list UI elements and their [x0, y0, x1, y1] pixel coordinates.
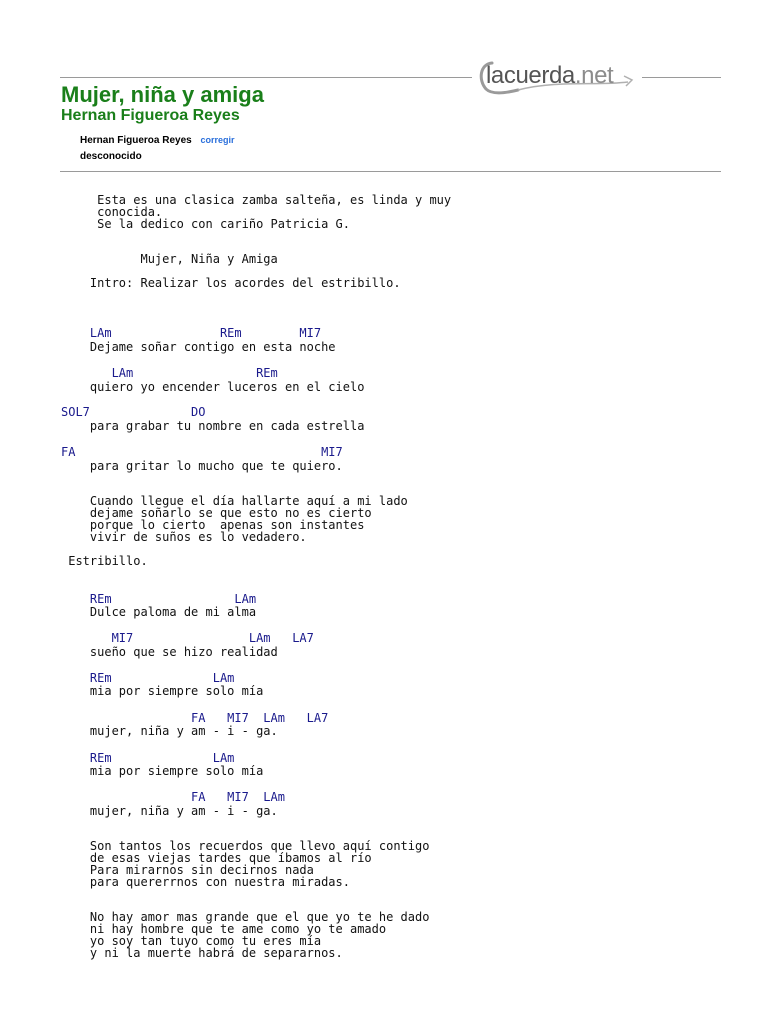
- sheet-line: conocida.: [61, 205, 163, 219]
- content-divider: [60, 171, 721, 172]
- chord-line: LAm REm MI7: [61, 326, 322, 340]
- lyric-line: de esas viejas tardes que íbamos al río: [61, 851, 372, 865]
- chord-line: REm LAm: [61, 751, 235, 765]
- lyric-line: vivir de suños es lo vedadero.: [61, 530, 307, 544]
- header-rule-right: [642, 77, 721, 78]
- lyric-line: ni hay hombre que te ame como yo te amado: [61, 922, 387, 936]
- lyric-line: quiero yo encender luceros en el cielo: [61, 380, 365, 394]
- chord-line: MI7 LAm LA7: [61, 631, 314, 645]
- song-title: Mujer, niña y amiga: [61, 82, 264, 107]
- chord-line: SOL7 DO: [61, 405, 206, 419]
- logo-tld: .net: [574, 62, 614, 89]
- lyric-line: yo soy tan tuyo como tu eres mía: [61, 934, 322, 948]
- lyric-line: Son tantos los recuerdos que llevo aquí contigo: [61, 839, 430, 853]
- logo-wordmark: [478, 62, 613, 90]
- correct-link[interactable]: corregir: [200, 135, 235, 145]
- sheet-line: Mujer, Niña y Amiga: [61, 252, 278, 266]
- sheet-line: Se la dedico con cariño Patricia G.: [61, 217, 350, 231]
- song-artist[interactable]: Hernan Figueroa Reyes: [61, 107, 240, 124]
- author-line: [80, 135, 235, 146]
- chord-line: LAm REm: [61, 366, 278, 380]
- author-name: Hernan Figueroa Reyes: [80, 135, 192, 146]
- lyric-line: dejame soñarlo se que esto no es cierto: [61, 506, 372, 520]
- header-rule-left: [60, 77, 472, 78]
- lyric-line: Cuando llegue el día hallarte aquí a mi lado: [61, 494, 408, 508]
- site-logo[interactable]: [478, 58, 613, 98]
- chord-line: REm LAm: [61, 671, 235, 685]
- chord-line: FA MI7 LAm LA7: [61, 711, 329, 725]
- lyric-line: mia por siempre solo mía: [61, 764, 264, 778]
- chord-line: REm LAm: [61, 592, 257, 606]
- lyric-line: para quererrnos con nuestra miradas.: [61, 875, 350, 889]
- chord-line: FA MI7 LAm: [61, 790, 285, 804]
- genre-label: desconocido: [80, 151, 142, 162]
- logo-name: lacuerda: [486, 62, 575, 89]
- lyric-line: y ni la muerte habrá de separarnos.: [61, 946, 343, 960]
- sheet-line: Esta es una clasica zamba salteña, es linda y muy: [61, 193, 452, 207]
- lyric-line: Dulce paloma de mi alma: [61, 605, 257, 619]
- lyric-line: mia por siempre solo mía: [61, 684, 264, 698]
- lyric-line: porque lo cierto apenas son instantes: [61, 518, 365, 532]
- chord-line: FA MI7: [61, 445, 343, 459]
- lyric-line: Para mirarnos sin decirnos nada: [61, 863, 314, 877]
- lyric-line: No hay amor mas grande que el que yo te he dado: [61, 910, 430, 924]
- lyric-line: mujer, niña y am - i - ga.: [61, 724, 278, 738]
- lyric-line: para gritar lo mucho que te quiero.: [61, 459, 343, 473]
- section-label: Estribillo.: [61, 554, 148, 568]
- lyric-line: para grabar tu nombre en cada estrella: [61, 419, 365, 433]
- lyric-line: sueño que se hizo realidad: [61, 645, 278, 659]
- lyric-line: Dejame soñar contigo en esta noche: [61, 340, 336, 354]
- sheet-line: Intro: Realizar los acordes del estribillo.: [61, 276, 401, 290]
- lyric-line: mujer, niña y am - i - ga.: [61, 804, 278, 818]
